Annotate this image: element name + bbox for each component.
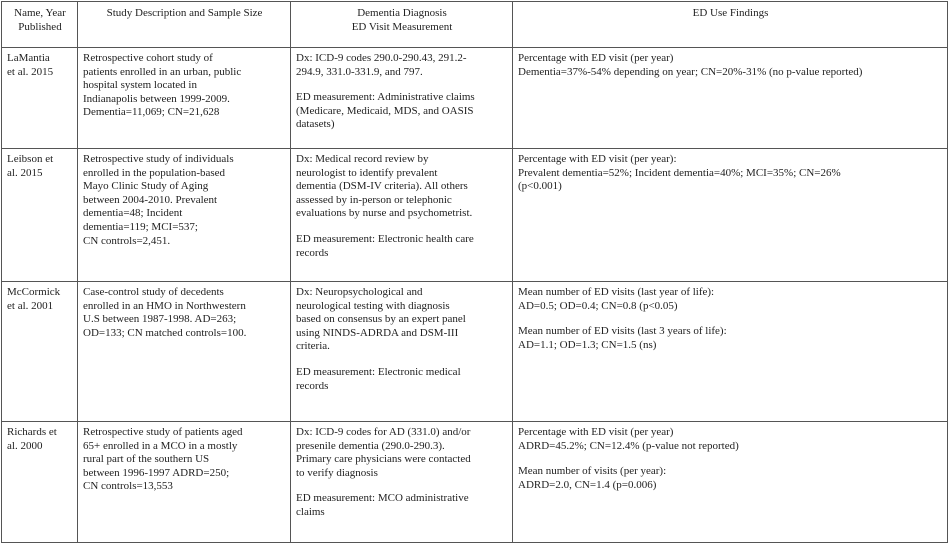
text-line: 294.9, 331.0-331.9, and 797.: [296, 65, 423, 78]
text-line: between 2004-2010. Prevalent: [83, 193, 218, 206]
text-line: Percentage with ED visit (per year): [518, 52, 674, 64]
text-line: Retrospective cohort study of: [83, 52, 213, 64]
text-line: al. 2000: [7, 439, 43, 452]
text-line: Primary care physicians were contacted: [296, 453, 471, 466]
header-study-description: [78, 2, 291, 48]
text-line: neurologist to identify prevalent: [296, 166, 438, 179]
text-line: patients enrolled in an urban, public: [83, 65, 242, 78]
cell-author: [2, 282, 78, 422]
header-line: Study Description and Sample Size: [106, 7, 263, 19]
cell-findings: [513, 422, 948, 543]
text-line: Percentage with ED visit (per year): [518, 426, 674, 438]
text-line: evaluations by nurse and psychometrist.: [296, 207, 473, 220]
text-line: based on consensus by an expert panel: [296, 313, 466, 326]
text-line: enrolled in the population-based: [83, 166, 226, 179]
text-line: McCormick: [7, 286, 61, 298]
header-line: Name, Year: [14, 7, 66, 19]
spacer: [518, 453, 943, 465]
text-line: Percentage with ED visit (per year):: [518, 153, 677, 165]
spacer: [518, 313, 943, 325]
text-line: 65+ enrolled in a MCO in a mostly: [83, 439, 238, 452]
text-line: dementia (DSM-IV criteria). All others: [296, 180, 468, 193]
text-line: ED measurement: Electronic medical: [296, 365, 461, 378]
table-row: [2, 149, 948, 282]
text-line: datasets): [296, 118, 335, 131]
text-line: ADRD=2.0, CN=1.4 (p=0.006): [518, 478, 657, 491]
text-line: records: [296, 379, 329, 392]
text-line: (Medicare, Medicaid, MDS, and OASIS: [296, 104, 474, 117]
header-line: Dementia Diagnosis: [357, 7, 447, 19]
text-line: enrolled in an HMO in Northwestern: [83, 299, 246, 312]
table-row: [2, 48, 948, 149]
header-line: ED Use Findings: [692, 7, 769, 19]
text-line: Indianapolis between 1999-2009.: [83, 92, 230, 105]
text-line: Retrospective study of patients aged: [83, 426, 243, 438]
text-line: Dementia=11,069; CN=21,628: [83, 106, 220, 119]
cell-author: [2, 422, 78, 543]
text-line: claims: [296, 505, 325, 518]
text-line: dementia=119; MCI=537;: [83, 220, 198, 233]
header-ed-use-findings: [513, 2, 948, 48]
text-line: al. 2015: [7, 166, 43, 179]
text-line: U.S between 1987-1998. AD=263;: [83, 313, 237, 326]
cell-diagnosis: [291, 48, 513, 149]
text-line: Dx: ICD-9 codes 290.0-290.43, 291.2-: [296, 52, 467, 64]
text-line: CN controls=2,451.: [83, 234, 171, 247]
text-line: using NINDS-ADRDA and DSM-III: [296, 326, 459, 339]
cell-diagnosis: [291, 149, 513, 282]
text-line: ED measurement: Electronic health care: [296, 232, 474, 245]
text-line: CN controls=13,553: [83, 480, 173, 493]
text-line: Prevalent dementia=52%; Incident dementia=40%; MCI=35%; CN=26%: [518, 166, 841, 179]
text-line: presenile dementia (290.0-290.3).: [296, 439, 445, 452]
text-line: et al. 2015: [7, 65, 54, 78]
text-line: ED measurement: MCO administrative: [296, 492, 469, 505]
text-line: Dx: Neuropsychological and: [296, 286, 423, 298]
text-line: Leibson et: [7, 153, 54, 165]
text-line: to verify diagnosis: [296, 466, 378, 479]
text-line: Mayo Clinic Study of Aging: [83, 180, 209, 193]
text-line: Mean number of ED visits (last 3 years of life):: [518, 325, 727, 338]
text-line: et al. 2001: [7, 299, 54, 312]
header-name-year: [2, 2, 78, 48]
cell-description: [78, 48, 291, 149]
table-header-row: [2, 2, 948, 48]
text-line: ADRD=45.2%; CN=12.4% (p-value not reported): [518, 439, 739, 452]
ed-use-studies-table: [1, 1, 948, 543]
cell-diagnosis: [291, 422, 513, 543]
text-line: records: [296, 246, 329, 259]
text-line: assessed by in-person or telephonic: [296, 193, 452, 206]
spacer: [296, 79, 508, 91]
text-line: neurological testing with diagnosis: [296, 299, 450, 312]
table-row: [2, 422, 948, 543]
text-line: LaMantia: [7, 52, 50, 64]
study-table-document: [1, 1, 947, 542]
header-line: ED Visit Measurement: [351, 20, 453, 33]
text-line: Case-control study of decedents: [83, 286, 224, 298]
text-line: AD=1.1; OD=1.3; CN=1.5 (ns): [518, 338, 657, 351]
cell-description: [78, 422, 291, 543]
cell-description: [78, 282, 291, 422]
text-line: ED measurement: Administrative claims: [296, 91, 475, 104]
text-line: Richards et: [7, 426, 57, 438]
text-line: Dementia=37%-54% depending on year; CN=20%-31% (no p-value reported): [518, 65, 863, 78]
cell-findings: [513, 282, 948, 422]
cell-author: [2, 48, 78, 149]
spacer: [296, 480, 508, 492]
cell-diagnosis: [291, 282, 513, 422]
text-line: Dx: Medical record review by: [296, 153, 429, 165]
spacer: [296, 221, 508, 233]
cell-author: [2, 149, 78, 282]
text-line: AD=0.5; OD=0.4; CN=0.8 (p<0.05): [518, 299, 678, 312]
text-line: Retrospective study of individuals: [83, 153, 234, 165]
header-line: Published: [18, 20, 62, 33]
text-line: (p<0.001): [518, 180, 562, 193]
text-line: rural part of the southern US: [83, 453, 210, 466]
text-line: Mean number of visits (per year):: [518, 465, 667, 478]
text-line: hospital system located in: [83, 79, 197, 92]
text-line: between 1996-1997 ADRD=250;: [83, 466, 230, 479]
text-line: OD=133; CN matched controls=100.: [83, 326, 247, 339]
cell-findings: [513, 48, 948, 149]
table-row: [2, 282, 948, 422]
text-line: Dx: ICD-9 codes for AD (331.0) and/or: [296, 426, 471, 438]
header-dementia-diagnosis: [291, 2, 513, 48]
cell-findings: [513, 149, 948, 282]
text-line: dementia=48; Incident: [83, 207, 183, 220]
spacer: [296, 354, 508, 366]
text-line: Mean number of ED visits (last year of life):: [518, 286, 715, 298]
text-line: criteria.: [296, 340, 330, 353]
cell-description: [78, 149, 291, 282]
